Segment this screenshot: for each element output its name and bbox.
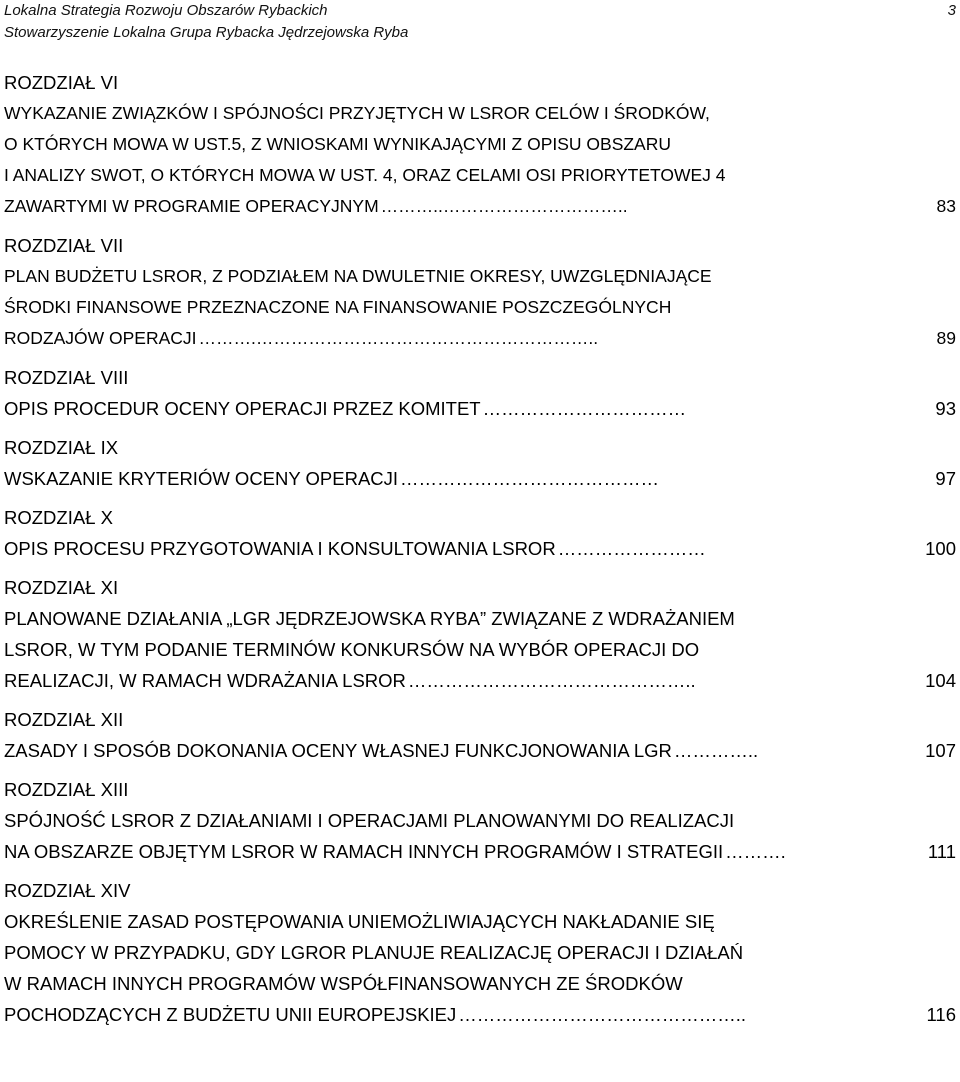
chapter-heading: ROZDZIAŁ XII: [4, 709, 124, 730]
toc-entry: [4, 875, 956, 1030]
chapter-heading: ROZDZIAŁ IX: [4, 437, 119, 458]
chapter-title-line: OPIS PROCEDUR OCENY OPERACJI PRZEZ KOMITET: [4, 398, 481, 419]
toc-entry: [4, 774, 956, 867]
toc-entry: [4, 230, 956, 354]
toc-page-number: 107: [925, 740, 956, 761]
toc-entry-link[interactable]: [4, 735, 956, 766]
chapter-title-line: O KTÓRYCH MOWA W UST.5, Z WNIOSKAMI WYNIKAJĄCYMI Z OPISU OBSZARU: [4, 134, 671, 154]
toc-entry-link[interactable]: [4, 665, 956, 696]
toc-entry: [4, 432, 956, 494]
chapter-title-line: RODZAJÓW OPERACJI: [4, 328, 197, 348]
chapter-title-line: ZASADY I SPOSÓB DOKONANIA OCENY WŁASNEJ FUNKCJONOWANIA LGR: [4, 740, 672, 761]
chapter-title-line: PLANOWANE DZIAŁANIA „LGR JĘDRZEJOWSKA RYBA” ZWIĄZANE Z WDRAŻANIEM: [4, 608, 735, 629]
toc-entry-link[interactable]: [4, 191, 956, 222]
chapter-title-line: NA OBSZARZE OBJĘTYM LSROR W RAMACH INNYCH PROGRAMÓW I STRATEGII: [4, 841, 724, 862]
leader-dots: ………..…………………………..: [380, 196, 628, 216]
header-subtitle: Stowarzyszenie Lokalna Grupa Rybacka Jędrzejowska Ryba: [4, 24, 409, 41]
table-of-contents: [4, 67, 956, 1038]
toc-entry-link[interactable]: [4, 999, 956, 1030]
chapter-heading: ROZDZIAŁ XIII: [4, 779, 129, 800]
leader-dots: ………………………………………..: [407, 670, 696, 691]
leader-dots: ………………………………………..: [458, 1004, 747, 1025]
toc-entry: [4, 704, 956, 766]
toc-entry: [4, 67, 956, 222]
chapter-title-line: ŚRODKI FINANSOWE PRZEZNACZONE NA FINANSOWANIE POSZCZEGÓLNYCH: [4, 297, 672, 317]
leader-dots: ……….…………………………………………………..: [198, 328, 599, 348]
chapter-heading: ROZDZIAŁ X: [4, 507, 113, 528]
chapter-title-line: POCHODZĄCYCH Z BUDŻETU UNII EUROPEJSKIEJ: [4, 1004, 457, 1025]
toc-entry: [4, 572, 956, 696]
leader-dots: ……….: [725, 841, 786, 862]
toc-page-number: 89: [936, 328, 956, 348]
chapter-title-line: PLAN BUDŻETU LSROR, Z PODZIAŁEM NA DWULETNIE OKRESY, UWZGLĘDNIAJĄCE: [4, 266, 712, 286]
chapter-heading: ROZDZIAŁ VIII: [4, 367, 129, 388]
toc-entry-link[interactable]: [4, 393, 956, 424]
page-number: 3: [947, 2, 956, 19]
chapter-title-line: POMOCY W PRZYPADKU, GDY LGROR PLANUJE REALIZACJĘ OPERACJI I DZIAŁAŃ: [4, 942, 744, 963]
chapter-title-line: ZAWARTYMI W PROGRAMIE OPERACYJNYM: [4, 196, 379, 216]
toc-page-number: 83: [936, 196, 956, 216]
chapter-title-line: I ANALIZY SWOT, O KTÓRYCH MOWA W UST. 4, ORAZ CELAMI OSI PRIORYTETOWEJ 4: [4, 165, 726, 185]
toc-entry-link[interactable]: [4, 463, 956, 494]
chapter-title-line: LSROR, W TYM PODANIE TERMINÓW KONKURSÓW NA WYBÓR OPERACJI DO: [4, 639, 700, 660]
toc-entry-link[interactable]: [4, 533, 956, 564]
header-title: Lokalna Strategia Rozwoju Obszarów Rybackich: [4, 2, 328, 19]
toc-entry-link[interactable]: [4, 836, 956, 867]
chapter-title-line: WYKAZANIE ZWIĄZKÓW I SPÓJNOŚCI PRZYJĘTYCH W LSROR CELÓW I ŚRODKÓW,: [4, 103, 710, 123]
toc-page-number: 100: [925, 538, 956, 559]
toc-page-number: 97: [935, 468, 956, 489]
chapter-title-line: OKREŚLENIE ZASAD POSTĘPOWANIA UNIEMOŻLIWIAJĄCYCH NAKŁADANIE SIĘ: [4, 911, 715, 932]
toc-page-number: 104: [925, 670, 956, 691]
chapter-heading: ROZDZIAŁ VI: [4, 72, 119, 93]
leader-dots: ……………………………………: [400, 468, 660, 489]
toc-page-number: 93: [935, 398, 956, 419]
chapter-title-line: REALIZACJI, W RAMACH WDRAŻANIA LSROR: [4, 670, 406, 691]
chapter-title-line: WSKAZANIE KRYTERIÓW OCENY OPERACJI: [4, 468, 399, 489]
toc-page-number: 111: [927, 841, 956, 862]
leader-dots: ……………………: [557, 538, 706, 559]
leader-dots: ……………………………: [482, 398, 687, 419]
toc-entry-link[interactable]: [4, 323, 956, 354]
chapter-title-line: W RAMACH INNYCH PROGRAMÓW WSPÓŁFINANSOWANYCH ZE ŚRODKÓW: [4, 973, 683, 994]
toc-entry: [4, 502, 956, 564]
leader-dots: …………..: [673, 740, 759, 761]
chapter-title-line: OPIS PROCESU PRZYGOTOWANIA I KONSULTOWANIA LSROR: [4, 538, 556, 559]
page-header: [4, 0, 956, 44]
chapter-heading: ROZDZIAŁ XI: [4, 577, 119, 598]
chapter-heading: ROZDZIAŁ VII: [4, 235, 124, 256]
chapter-heading: ROZDZIAŁ XIV: [4, 880, 131, 901]
chapter-title-line: SPÓJNOŚĆ LSROR Z DZIAŁANIAMI I OPERACJAMI PLANOWANYMI DO REALIZACJI: [4, 810, 735, 831]
toc-page-number: 116: [926, 1004, 956, 1025]
toc-entry: [4, 362, 956, 424]
